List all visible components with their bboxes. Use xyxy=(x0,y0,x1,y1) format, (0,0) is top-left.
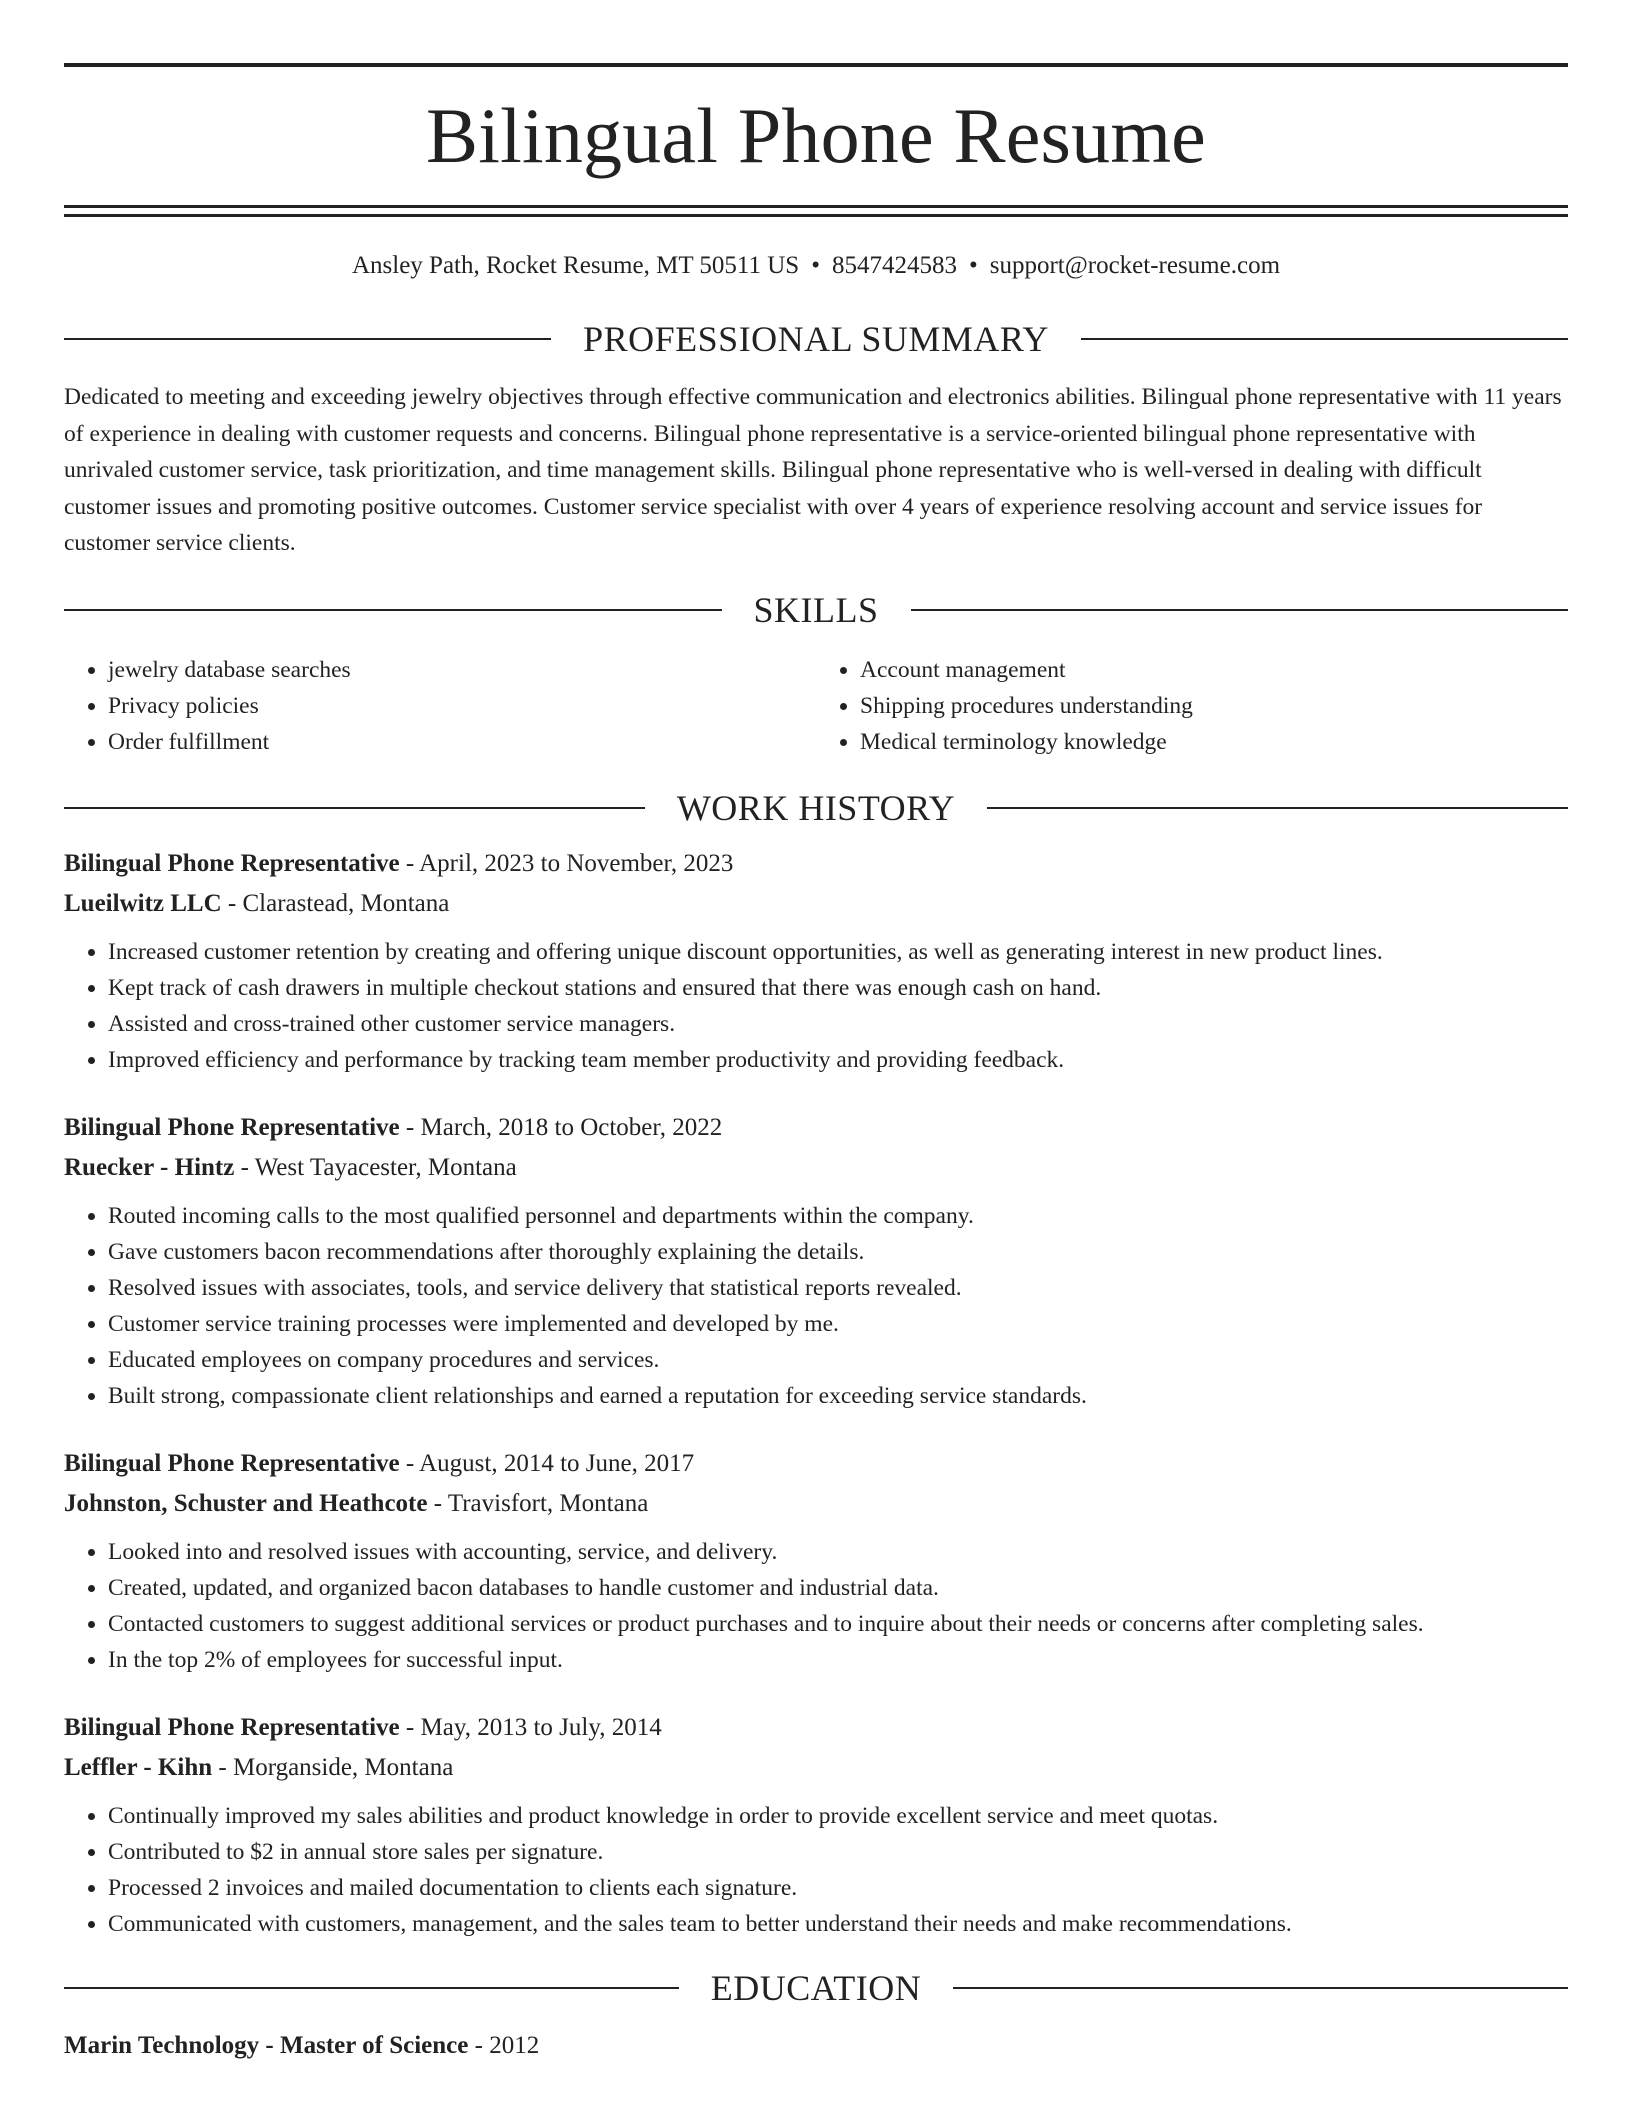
job-duty-item: • Created, updated, and organized bacon databases to handle customer and industrial data. xyxy=(108,1570,1568,1606)
job-duty-item: • In the top 2% of employees for successful input. xyxy=(108,1642,1568,1678)
job-duty-item: • Customer service training processes were implemented and developed by me. xyxy=(108,1306,1568,1342)
skill-item: • jewelry database searches xyxy=(108,652,816,688)
skill-item: • Order fulfillment xyxy=(108,724,816,760)
job-title: Bilingual Phone Representative xyxy=(64,1113,400,1141)
job-entry xyxy=(64,1108,1568,1414)
skill-item: • Privacy policies xyxy=(108,688,816,724)
section-rule xyxy=(64,1987,679,1989)
job-duty-item: • Looked into and resolved issues with accounting, service, and delivery. xyxy=(108,1534,1568,1570)
skill-item: • Shipping procedures understanding xyxy=(860,688,1568,724)
section-rule xyxy=(911,609,1569,611)
section-header-skills xyxy=(64,589,1568,630)
contact-email: support@rocket-resume.com xyxy=(989,252,1281,279)
job-duty-item: • Resolved issues with associates, tools, and service delivery that statistical reports revealed. xyxy=(108,1270,1568,1306)
skills-column-right xyxy=(816,652,1568,760)
job-dates: - April, 2023 to November, 2023 xyxy=(399,849,734,877)
job-duties xyxy=(64,1798,1568,1942)
job-duty-item: • Educated employees on company procedures and services. xyxy=(108,1342,1568,1378)
job-duty-item: • Communicated with customers, management, and the sales team to better understand their needs and make recommendations. xyxy=(108,1906,1568,1942)
section-title-education: EDUCATION xyxy=(710,1967,922,2008)
job-duty-item: • Contacted customers to suggest additional services or product purchases and to inquire about their needs or concerns after completing sales. xyxy=(108,1606,1568,1642)
job-dates: - May, 2013 to July, 2014 xyxy=(399,1713,662,1741)
job-duty-item: • Assisted and cross-trained other customer service managers. xyxy=(108,1006,1568,1042)
job-location: - West Tayacester, Montana xyxy=(234,1153,517,1181)
contact-line xyxy=(64,251,1568,281)
section-header-education xyxy=(64,1967,1568,2008)
summary-text: Dedicated to meeting and exceeding jewelry objectives through effective communication and electronics abilities. Bilingual phone representative with 11 years of experience in dealing with customer requests and concerns. Bilingual phone representative is a service-oriented bilingual phone representative with unrivaled customer service, task prioritization, and time management skills. Bilingual phone representative who is well-versed in dealing with difficult customer issues and promoting positive outcomes. Customer service specialist with over 4 years of experience resolving account and service issues for customer service clients. xyxy=(64,384,1562,556)
job-duty-item: • Built strong, compassionate client relationships and earned a reputation for exceeding service standards. xyxy=(108,1378,1568,1414)
job-duties xyxy=(64,934,1568,1078)
job-dates: - March, 2018 to October, 2022 xyxy=(399,1113,723,1141)
job-duty-item: • Increased customer retention by creating and offering unique discount opportunities, as well as generating interest in new product lines. xyxy=(108,934,1568,970)
job-entry xyxy=(64,1444,1568,1678)
job-title: Bilingual Phone Representative xyxy=(64,1713,400,1741)
contact-address: Ansley Path, Rocket Resume, MT 50511 US xyxy=(351,252,800,279)
education-entry: Marin Technology - Master of Science - 2012 xyxy=(64,2031,540,2059)
title-rule-upper xyxy=(64,205,1568,208)
job-title: Bilingual Phone Representative xyxy=(64,849,400,877)
job-duties xyxy=(64,1534,1568,1678)
section-rule xyxy=(987,807,1568,809)
section-title-summary: PROFESSIONAL SUMMARY xyxy=(583,319,1049,359)
top-rule xyxy=(64,63,1568,67)
contact-phone: 8547424583 xyxy=(831,252,957,279)
skill-item: • Account management xyxy=(860,652,1568,688)
job-company: Ruecker - Hintz xyxy=(64,1153,235,1181)
section-rule xyxy=(953,1987,1568,1989)
section-title-work: WORK HISTORY xyxy=(676,787,956,828)
section-rule xyxy=(1081,338,1568,340)
job-title-line xyxy=(64,844,1568,884)
job-duty-item: • Contributed to $2 in annual store sales per signature. xyxy=(108,1834,1568,1870)
education-degree: Master of Science xyxy=(280,2031,469,2059)
job-duty-item: • Processed 2 invoices and mailed documentation to clients each signature. xyxy=(108,1870,1568,1906)
section-header-work xyxy=(64,787,1568,828)
job-company-line xyxy=(64,1148,1568,1188)
job-company-line xyxy=(64,1484,1568,1524)
job-location: - Travisfort, Montana xyxy=(427,1489,649,1517)
job-title: Bilingual Phone Representative xyxy=(64,1449,400,1477)
job-company-line xyxy=(64,1748,1568,1788)
job-duty-item: • Kept track of cash drawers in multiple checkout stations and ensured that there was enough cash on hand. xyxy=(108,970,1568,1006)
skills-column-left xyxy=(64,652,816,760)
job-title-line xyxy=(64,1708,1568,1748)
section-rule xyxy=(64,807,645,809)
contact-separator: • xyxy=(811,252,820,279)
education-school: Marin Technology xyxy=(64,2031,260,2059)
title-rule-lower xyxy=(64,214,1568,217)
job-duty-item: • Improved efficiency and performance by tracking team member productivity and providing feedback. xyxy=(108,1042,1568,1078)
education-year: 2012 xyxy=(489,2031,540,2059)
job-duty-item: • Gave customers bacon recommendations after thoroughly explaining the details. xyxy=(108,1234,1568,1270)
work-history-list xyxy=(64,844,1568,1942)
job-location: - Morganside, Montana xyxy=(212,1753,454,1781)
job-duty-item: • Routed incoming calls to the most qualified personnel and departments within the company. xyxy=(108,1198,1568,1234)
job-entry xyxy=(64,844,1568,1078)
job-duties xyxy=(64,1198,1568,1414)
contact-separator: • xyxy=(968,252,978,279)
job-dates: - August, 2014 to June, 2017 xyxy=(399,1449,695,1477)
section-title-skills: SKILLS xyxy=(753,589,879,630)
job-title-line xyxy=(64,1108,1568,1148)
job-duty-item: • Continually improved my sales abilities and product knowledge in order to provide excellent service and meet quotas. xyxy=(108,1798,1568,1834)
job-entry xyxy=(64,1708,1568,1942)
skills-list xyxy=(64,652,1568,760)
section-header-summary xyxy=(64,321,1568,357)
section-rule xyxy=(64,338,551,340)
skill-item: • Medical terminology knowledge xyxy=(860,724,1568,760)
job-company-line xyxy=(64,884,1568,924)
resume-title: Bilingual Phone Resume xyxy=(425,92,1207,179)
job-company: Johnston, Schuster and Heathcote xyxy=(64,1489,428,1517)
job-title-line xyxy=(64,1444,1568,1484)
job-company: Leffler - Kihn xyxy=(64,1753,213,1781)
job-location: - Clarastead, Montana xyxy=(221,889,450,917)
job-company: Lueilwitz LLC xyxy=(64,889,222,917)
section-rule xyxy=(64,609,722,611)
